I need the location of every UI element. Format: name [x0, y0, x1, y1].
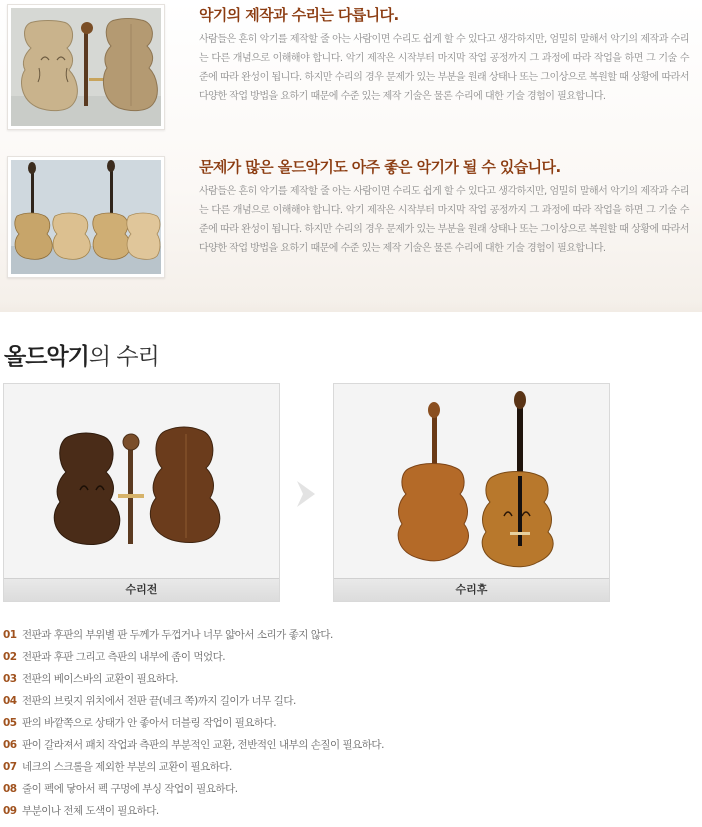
list-item-text: 판이 갈라져서 패치 작업과 측판의 부분적인 교환, 전반적인 내부의 손질이 필요하다. [22, 739, 384, 751]
section-title-light: 의 수리 [88, 344, 159, 370]
list-item [3, 758, 693, 780]
list-item-number: 02 [3, 651, 17, 663]
list-item [3, 670, 693, 692]
before-repair-image [4, 384, 279, 578]
list-item-number: 07 [3, 761, 17, 773]
list-item-text: 전판의 브릿지 위치에서 전판 끝(네크 쪽)까지 길이가 너무 길다. [22, 695, 296, 707]
feature-body: 사람들은 흔히 악기를 제작할 줄 아는 사람이면 수리도 쉽게 할 수 있다고 생각하지만, 엄밀히 말해서 악기의 제작과 수리는 다른 개념으로 이해해야 합니다. 악기 제작은 시작부터 마지막 작업 공정까지 그 과정에 따라 작업을 하면 그 기술 수준에 따라 완성이 됩니다. 하지만 수리의 경우 문제가 있는 부분을 원래 상태나 또는 그이상으로 복원할 때 상황에 따라서 다양한 작업 방법을 요하기 때문에 수준 있는 제작 기술은 물론 수리에 대한 기술 경험이 필요합니다. [199, 34, 689, 102]
feature-title: 악기의 제작과 수리는 다릅니다. [199, 6, 399, 24]
feature-image-violin-parts [7, 156, 165, 278]
section-title [4, 338, 159, 371]
list-item-number: 05 [3, 717, 17, 729]
list-item [3, 648, 693, 670]
chevron-right-icon [293, 479, 321, 509]
list-item [3, 714, 693, 736]
list-item-number: 04 [3, 695, 17, 707]
after-repair-image [334, 384, 609, 578]
list-item-text: 전판의 베이스바의 교환이 필요하다. [22, 673, 178, 685]
list-item [3, 626, 693, 648]
list-item-text: 네크의 스크롤을 제외한 부분의 교환이 필요하다. [22, 761, 232, 773]
list-item [3, 780, 693, 802]
feature-body: 사람들은 흔히 악기를 제작할 줄 아는 사람이면 수리도 쉽게 할 수 있다고 생각하지만, 엄밀히 말해서 악기의 제작과 수리는 다른 개념으로 이해해야 합니다. 악기 제작은 시작부터 마지막 작업 공정까지 그 과정에 따라 작업을 하면 그 기술 수준에 따라 완성이 됩니다. 하지만 수리의 경우 문제가 있는 부분을 원래 상태나 또는 그이상으로 복원할 때 상황에 따라서 다양한 작업 방법을 요하기 때문에 수준 있는 제작 기술은 물론 수리에 대한 기술 경험이 필요합니다. [199, 186, 689, 254]
list-item-number: 01 [3, 629, 17, 641]
list-item-text: 줄이 펙에 닿아서 펙 구멍에 부싱 작업이 필요하다. [22, 783, 238, 795]
repair-issues-list [3, 626, 693, 824]
after-repair-label: 수리후 [334, 578, 609, 601]
list-item [3, 692, 693, 714]
list-item-text: 전판과 후판 그리고 측판의 내부에 좀이 먹었다. [22, 651, 226, 663]
list-item-number: 03 [3, 673, 17, 685]
list-item-text: 부분이나 전체 도색이 필요하다. [22, 805, 159, 817]
after-repair-card [333, 383, 610, 602]
feature-title: 문제가 많은 올드악기도 아주 좋은 악기가 될 수 있습니다. [199, 158, 561, 176]
list-item-number: 09 [3, 805, 17, 817]
list-item-number: 06 [3, 739, 17, 751]
before-repair-label: 수리전 [4, 578, 279, 601]
list-item [3, 802, 693, 824]
feature-image-disassembled-violin [7, 4, 165, 130]
list-item-number: 08 [3, 783, 17, 795]
before-repair-card [3, 383, 280, 602]
list-item-text: 전판과 후판의 부위별 판 두께가 두껍거나 너무 얇아서 소리가 좋지 않다. [22, 629, 333, 641]
list-item [3, 736, 693, 758]
section-title-strong: 올드악기 [4, 344, 89, 370]
list-item-text: 판의 바깥쪽으로 상태가 안 좋아서 더블링 작업이 필요하다. [22, 717, 277, 729]
